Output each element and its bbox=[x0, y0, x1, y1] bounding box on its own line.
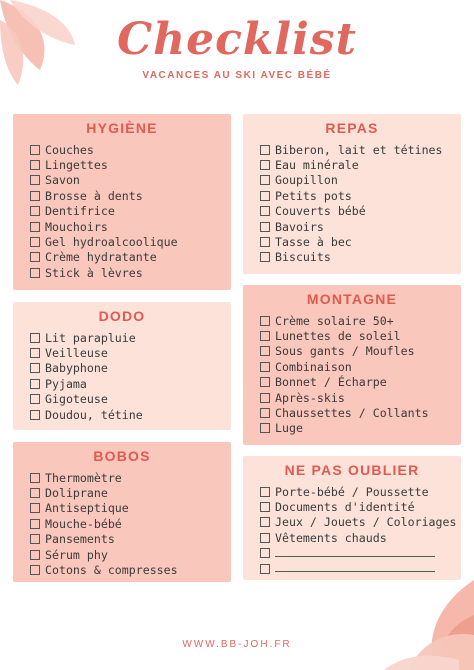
list-item[interactable]: Lit parapluie bbox=[30, 330, 231, 345]
list-item[interactable]: Sous gants / Moufles bbox=[260, 344, 461, 359]
checkbox[interactable] bbox=[260, 237, 270, 247]
checkbox[interactable] bbox=[30, 160, 40, 170]
checkbox[interactable] bbox=[260, 517, 270, 527]
page-subtitle: VACANCES AU SKI AVEC BÉBÉ bbox=[142, 70, 332, 81]
list-item[interactable]: Bavoirs bbox=[260, 219, 461, 234]
checkbox[interactable] bbox=[260, 487, 270, 497]
list-item[interactable]: Lingettes bbox=[30, 157, 231, 172]
section-hygiene bbox=[13, 114, 231, 290]
checkbox[interactable] bbox=[260, 564, 270, 574]
section-repas bbox=[243, 114, 461, 274]
checkbox[interactable] bbox=[260, 362, 270, 372]
checkbox[interactable] bbox=[260, 252, 270, 262]
list-item[interactable]: Vêtements chauds bbox=[260, 530, 461, 545]
list-item[interactable]: Tasse à bec bbox=[260, 234, 461, 249]
checkbox[interactable] bbox=[30, 333, 40, 343]
checkbox[interactable] bbox=[30, 363, 40, 373]
footer-url[interactable]: WWW.BB-JOH.FR bbox=[182, 639, 292, 650]
section-bobos bbox=[13, 442, 231, 582]
section-montagne bbox=[243, 285, 461, 445]
list-item[interactable]: Mouche-bébé bbox=[30, 516, 231, 531]
list-item[interactable]: Goupillon bbox=[260, 173, 461, 188]
list-item[interactable]: Gigoteuse bbox=[30, 392, 231, 407]
checkbox[interactable] bbox=[30, 550, 40, 560]
checkbox[interactable] bbox=[30, 534, 40, 544]
checkbox[interactable] bbox=[260, 145, 270, 155]
section-title: NE PAS OUBLIER bbox=[284, 462, 420, 478]
section-title: DODO bbox=[98, 308, 146, 324]
checkbox[interactable] bbox=[30, 519, 40, 529]
list-item[interactable]: Jeux / Jouets / Coloriages bbox=[260, 515, 461, 530]
section-ne-pas-oublier bbox=[243, 456, 461, 580]
checkbox[interactable] bbox=[30, 488, 40, 498]
checkbox[interactable] bbox=[260, 331, 270, 341]
list-item[interactable]: Biscuits bbox=[260, 250, 461, 265]
list-item[interactable]: Combinaison bbox=[260, 359, 461, 374]
list-item[interactable]: Brosse à dents bbox=[30, 188, 231, 203]
checkbox[interactable] bbox=[260, 191, 270, 201]
checkbox[interactable] bbox=[30, 191, 40, 201]
list-item[interactable]: Luge bbox=[260, 421, 461, 436]
checkbox[interactable] bbox=[30, 222, 40, 232]
list-item[interactable]: Crème solaire 50+ bbox=[260, 313, 461, 328]
list-item[interactable]: Documents d'identité bbox=[260, 499, 461, 514]
list-item[interactable]: Biberon, lait et tétines bbox=[260, 142, 461, 157]
list-item[interactable]: Mouchoirs bbox=[30, 219, 231, 234]
checkbox[interactable] bbox=[260, 222, 270, 232]
checkbox[interactable] bbox=[260, 502, 270, 512]
checkbox[interactable] bbox=[260, 160, 270, 170]
list-item[interactable]: Pyjama bbox=[30, 376, 231, 391]
list-item[interactable]: Eau minérale bbox=[260, 157, 461, 172]
checkbox[interactable] bbox=[260, 393, 270, 403]
section-title: MONTAGNE bbox=[306, 291, 398, 307]
list-item[interactable]: Porte-bébé / Poussette bbox=[260, 484, 461, 499]
checkbox[interactable] bbox=[30, 473, 40, 483]
checkbox[interactable] bbox=[260, 206, 270, 216]
checkbox[interactable] bbox=[30, 379, 40, 389]
checkbox[interactable] bbox=[260, 548, 270, 558]
list-item[interactable]: Stick à lèvres bbox=[30, 265, 231, 280]
checkbox[interactable] bbox=[30, 252, 40, 262]
list-item[interactable]: Thermomètre bbox=[30, 470, 231, 485]
checkbox[interactable] bbox=[30, 348, 40, 358]
list-item[interactable]: Savon bbox=[30, 173, 231, 188]
page-title: Checklist bbox=[117, 14, 357, 65]
blank-list-item[interactable] bbox=[260, 546, 461, 561]
checkbox[interactable] bbox=[30, 206, 40, 216]
checkbox[interactable] bbox=[260, 423, 270, 433]
list-item[interactable]: Pansements bbox=[30, 532, 231, 547]
blank-list-item[interactable] bbox=[260, 561, 461, 576]
list-item[interactable]: Gel hydroalcoolique bbox=[30, 234, 231, 249]
list-item[interactable]: Babyphone bbox=[30, 361, 231, 376]
checkbox[interactable] bbox=[260, 346, 270, 356]
list-item[interactable]: Couverts bébé bbox=[260, 204, 461, 219]
checkbox[interactable] bbox=[30, 394, 40, 404]
list-item[interactable]: Après-skis bbox=[260, 390, 461, 405]
section-title: REPAS bbox=[325, 120, 379, 136]
checkbox[interactable] bbox=[260, 408, 270, 418]
list-item[interactable]: Cotons & compresses bbox=[30, 562, 231, 577]
list-item[interactable]: Lunettes de soleil bbox=[260, 328, 461, 343]
section-title: HYGIÈNE bbox=[86, 120, 158, 136]
checkbox[interactable] bbox=[260, 175, 270, 185]
list-item[interactable]: Chaussettes / Collants bbox=[260, 405, 461, 420]
checkbox[interactable] bbox=[30, 565, 40, 575]
checkbox[interactable] bbox=[260, 533, 270, 543]
checkbox[interactable] bbox=[30, 503, 40, 513]
list-item[interactable]: Dentifrice bbox=[30, 204, 231, 219]
list-item[interactable]: Sérum phy bbox=[30, 547, 231, 562]
checkbox[interactable] bbox=[260, 316, 270, 326]
list-item[interactable]: Antiseptique bbox=[30, 501, 231, 516]
checkbox[interactable] bbox=[30, 237, 40, 247]
checkbox[interactable] bbox=[30, 175, 40, 185]
list-item[interactable]: Bonnet / Écharpe bbox=[260, 375, 461, 390]
checkbox[interactable] bbox=[30, 268, 40, 278]
list-item[interactable]: Crème hydratante bbox=[30, 250, 231, 265]
section-title: BOBOS bbox=[93, 448, 151, 464]
list-item[interactable]: Petits pots bbox=[260, 188, 461, 203]
checkbox[interactable] bbox=[30, 145, 40, 155]
list-item[interactable]: Couches bbox=[30, 142, 231, 157]
list-item[interactable]: Doudou, tétine bbox=[30, 407, 231, 422]
section-dodo bbox=[13, 302, 231, 430]
checkbox[interactable] bbox=[260, 377, 270, 387]
write-in-line[interactable] bbox=[275, 571, 435, 572]
checkbox[interactable] bbox=[30, 410, 40, 420]
list-item[interactable]: Doliprane bbox=[30, 485, 231, 500]
write-in-line[interactable] bbox=[275, 556, 435, 557]
list-item[interactable]: Veilleuse bbox=[30, 345, 231, 360]
